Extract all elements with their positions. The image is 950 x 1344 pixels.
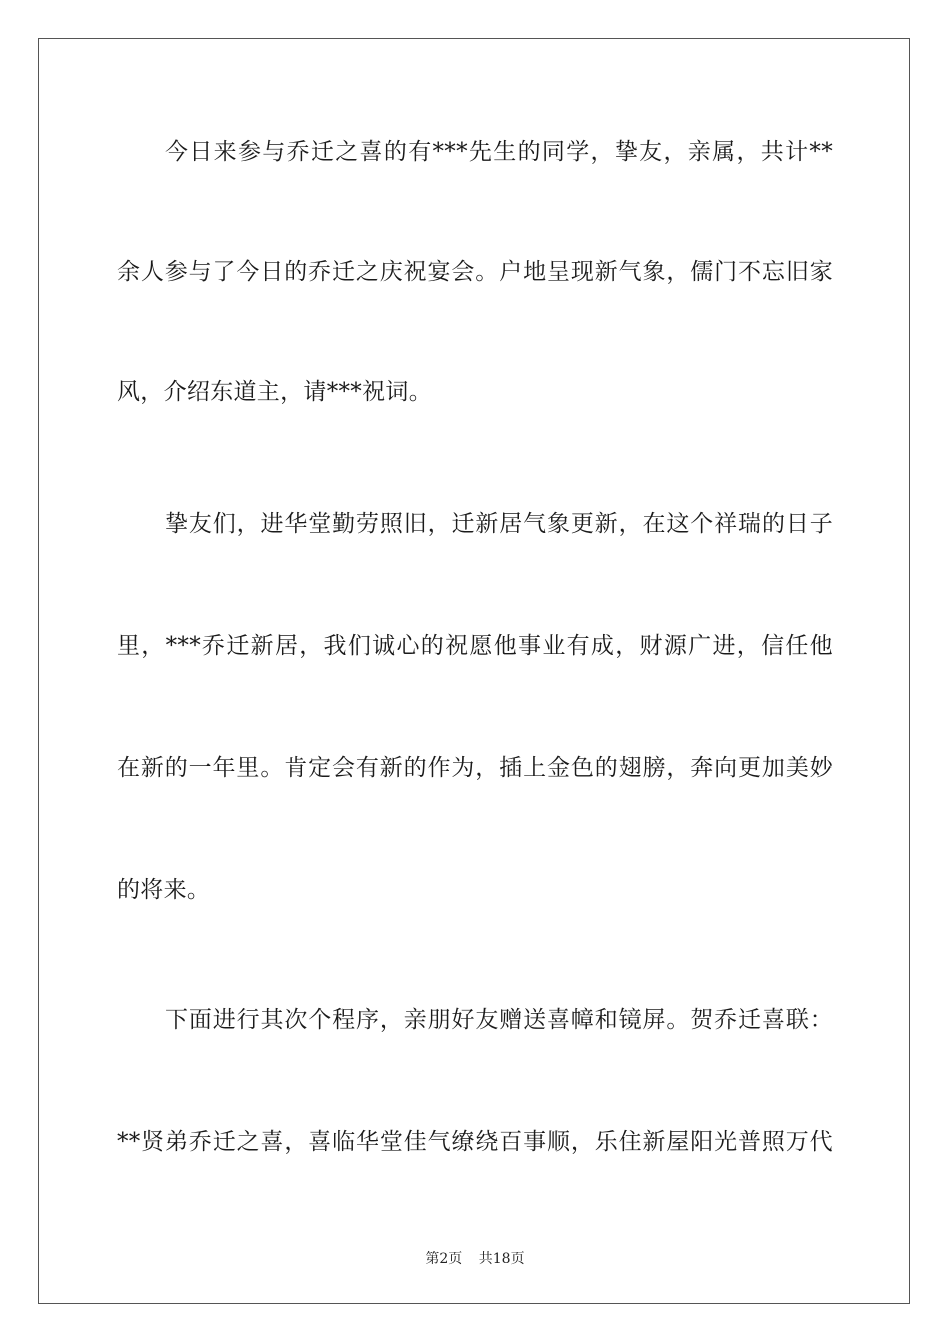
paragraph-line: 风，介绍东道主，请***祝词。 (117, 379, 432, 405)
paragraph-line: **贤弟乔迁之喜，喜临华堂佳气缭绕百事顺，乐住新屋阳光普照万代 (117, 1129, 833, 1155)
paragraph-line: 挚友们，进华堂勤劳照旧，迁新居气象更新，在这个祥瑞的日子 (165, 511, 833, 537)
page-footer (0, 1248, 950, 1268)
paragraph-line: 在新的一年里。肯定会有新的作为，插上金色的翅膀，奔向更加美妙 (117, 755, 833, 781)
paragraph-line: 下面进行其次个程序，亲朋好友赠送喜幛和镜屏。贺乔迁喜联： (165, 1007, 833, 1033)
page-total: 共18页 (478, 1251, 525, 1267)
paragraph-line: 余人参与了今日的乔迁之庆祝宴会。户地呈现新气象，儒门不忘旧家 (117, 259, 833, 285)
page-number: 第2页 (425, 1251, 463, 1267)
paragraph-line: 今日来参与乔迁之喜的有***先生的同学，挚友，亲属，共计** (165, 139, 833, 165)
page-border (38, 38, 910, 1304)
paragraph-line: 里，***乔迁新居，我们诚心的祝愿他事业有成，财源广进，信任他 (117, 633, 833, 659)
paragraph-line: 的将来。 (117, 877, 211, 903)
